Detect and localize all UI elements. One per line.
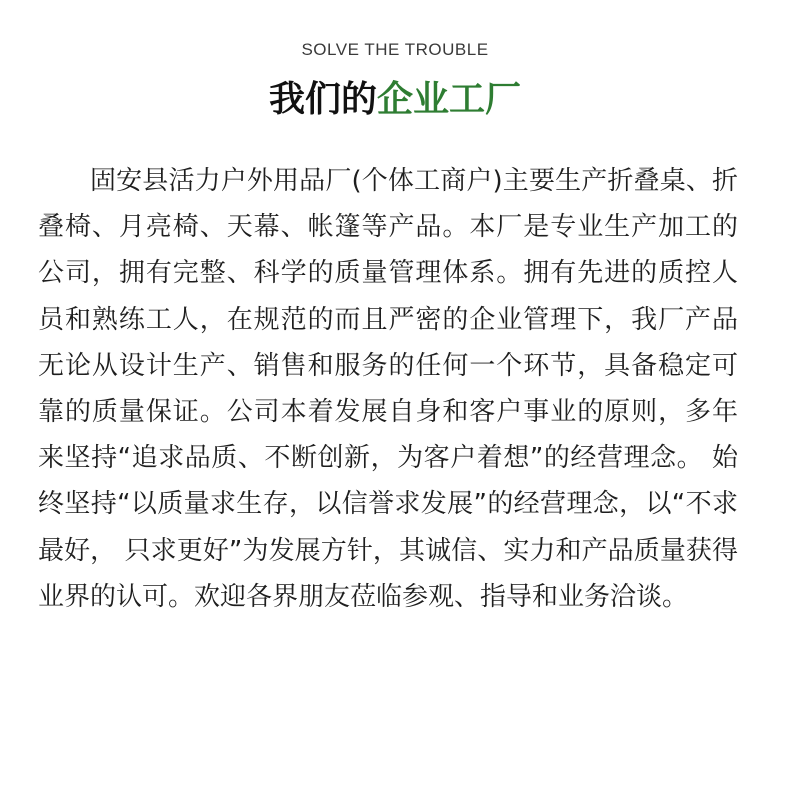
title-accent: 企业工厂 bbox=[377, 79, 522, 120]
title-prefix: 我们的 bbox=[268, 79, 377, 120]
section-subtitle: SOLVE THE TROUBLE bbox=[301, 40, 489, 59]
company-description: 固安县活力户外用品厂(个体工商户)主要生产折叠桌、折叠椅、月亮椅、天幕、帐篷等产品。本厂是专业生产加工的公司，拥有完整、科学的质量管理体系。拥有先进的质控人员和熟练工人，在规范的而且严密的企业管理下，我厂产品无论从设计生产、销售和服务的任何一个环节，具备稳定可靠的质量保证。公司本着发展自身和客户事业的原则，多年来坚持“追求品质、不断创新，为客户着想”的经营理念。 始终坚持“以质量求生存，以信誉求发展”的经营理念，以“不求最好， 只求更好”为发展方针，其诚信、实力和产品质量获得业界的认可。欢迎各界朋友莅临参观、指导和业务洽谈。 bbox=[38, 166, 738, 612]
section-title bbox=[0, 76, 790, 124]
